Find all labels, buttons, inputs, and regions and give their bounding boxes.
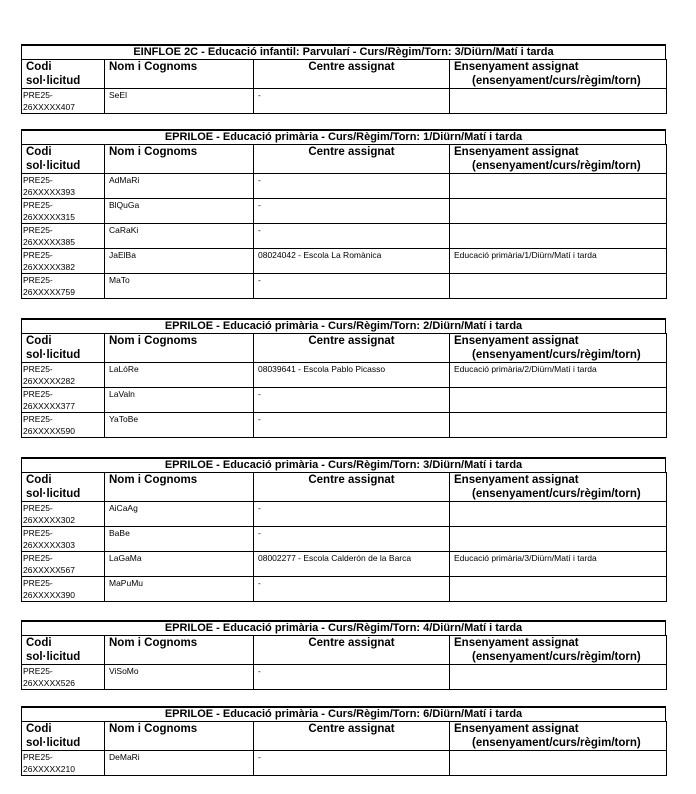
col-header-ensenyament (450, 722, 667, 751)
cell-nom: ViSoMo (105, 665, 254, 690)
col-header-ens-line1: Ensenyament assignat (454, 637, 579, 649)
col-header-ens-line2: (ensenyament/curs/règim/torn) (472, 349, 641, 361)
cell-codi: PRE25- 26XXXXX567 (22, 552, 105, 577)
col-header-centre: Centre assignat (254, 145, 450, 174)
cell-ensenyament: Educació primària/2/Diürn/Matí i tarda (450, 363, 667, 388)
cell-centre: - (254, 577, 450, 602)
assignment-group (21, 318, 666, 438)
cell-nom: SeEl (105, 89, 254, 114)
cell-nom: AiCaAg (105, 502, 254, 527)
cell-ensenyament (450, 502, 667, 527)
col-header-ens-line1: Ensenyament assignat (454, 61, 579, 73)
cell-codi: PRE25- 26XXXXX407 (22, 89, 105, 114)
group-title: EINFLOE 2C - Educació infantil: Parvularí - Curs/Règim/Torn: 3/Diürn/Matí i tarda (21, 44, 666, 59)
assignment-group (21, 620, 666, 690)
cell-nom: MaPuMu (105, 577, 254, 602)
cell-codi: PRE25- 26XXXXX393 (22, 174, 105, 199)
col-header-ens-line1: Ensenyament assignat (454, 335, 579, 347)
cell-ensenyament (450, 199, 667, 224)
table-row (22, 552, 667, 577)
header-row (22, 145, 667, 174)
cell-codi: PRE25- 26XXXXX302 (22, 502, 105, 527)
cell-codi: PRE25- 26XXXXX282 (22, 363, 105, 388)
cell-ensenyament (450, 274, 667, 299)
cell-centre: - (254, 89, 450, 114)
col-header-nom: Nom i Cognoms (105, 473, 254, 502)
group-title: EPRILOE - Educació primària - Curs/Règim/Torn: 1/Diürn/Matí i tarda (21, 129, 666, 144)
col-header-centre: Centre assignat (254, 334, 450, 363)
cell-ensenyament (450, 89, 667, 114)
col-header-codi: Codi sol·licitud (22, 334, 105, 363)
table-row (22, 363, 667, 388)
col-header-codi: Codi sol·licitud (22, 722, 105, 751)
cell-codi: PRE25- 26XXXXX590 (22, 413, 105, 438)
cell-centre: 08039641 - Escola Pablo Picasso (254, 363, 450, 388)
group-title: EPRILOE - Educació primària - Curs/Règim/Torn: 6/Diürn/Matí i tarda (21, 706, 666, 721)
col-header-ensenyament (450, 334, 667, 363)
table-row (22, 413, 667, 438)
col-header-ens-line2: (ensenyament/curs/règim/torn) (472, 488, 641, 500)
cell-codi: PRE25- 26XXXXX303 (22, 527, 105, 552)
cell-centre: - (254, 665, 450, 690)
cell-ensenyament: Educació primària/3/Diürn/Matí i tarda (450, 552, 667, 577)
table-row (22, 577, 667, 602)
col-header-ens-line1: Ensenyament assignat (454, 146, 579, 158)
header-row (22, 473, 667, 502)
col-header-ens-line2: (ensenyament/curs/règim/torn) (472, 75, 641, 87)
col-header-nom: Nom i Cognoms (105, 722, 254, 751)
cell-centre: - (254, 174, 450, 199)
table-row (22, 89, 667, 114)
cell-centre: - (254, 224, 450, 249)
col-header-codi: Codi sol·licitud (22, 145, 105, 174)
col-header-nom: Nom i Cognoms (105, 334, 254, 363)
header-row (22, 60, 667, 89)
table-row (22, 502, 667, 527)
cell-codi: PRE25- 26XXXXX377 (22, 388, 105, 413)
assignment-table (21, 333, 667, 438)
table-row (22, 249, 667, 274)
table-row (22, 665, 667, 690)
cell-nom: LaValn (105, 388, 254, 413)
col-header-nom: Nom i Cognoms (105, 145, 254, 174)
group-title: EPRILOE - Educació primària - Curs/Règim/Torn: 3/Diürn/Matí i tarda (21, 457, 666, 472)
cell-codi: PRE25- 26XXXXX385 (22, 224, 105, 249)
cell-centre: 08002277 - Escola Calderón de la Barca (254, 552, 450, 577)
col-header-centre: Centre assignat (254, 473, 450, 502)
cell-nom: JaElBa (105, 249, 254, 274)
assignment-table (21, 635, 667, 690)
col-header-ens-line1: Ensenyament assignat (454, 723, 579, 735)
cell-ensenyament (450, 577, 667, 602)
header-row (22, 636, 667, 665)
assignment-table (21, 144, 667, 299)
col-header-codi: Codi sol·licitud (22, 473, 105, 502)
group-title: EPRILOE - Educació primària - Curs/Règim/Torn: 2/Diürn/Matí i tarda (21, 318, 666, 333)
col-header-ensenyament (450, 60, 667, 89)
col-header-ens-line2: (ensenyament/curs/règim/torn) (472, 651, 641, 663)
table-row (22, 199, 667, 224)
cell-ensenyament (450, 388, 667, 413)
cell-centre: - (254, 413, 450, 438)
cell-nom: LaLóRe (105, 363, 254, 388)
col-header-ensenyament (450, 145, 667, 174)
cell-centre: - (254, 199, 450, 224)
table-row (22, 224, 667, 249)
cell-nom: AdMaRi (105, 174, 254, 199)
col-header-centre: Centre assignat (254, 636, 450, 665)
cell-codi: PRE25- 26XXXXX526 (22, 665, 105, 690)
cell-centre: - (254, 274, 450, 299)
header-row (22, 334, 667, 363)
cell-nom: YaToBe (105, 413, 254, 438)
cell-centre: - (254, 751, 450, 776)
col-header-nom: Nom i Cognoms (105, 60, 254, 89)
cell-codi: PRE25- 26XXXXX382 (22, 249, 105, 274)
cell-ensenyament (450, 527, 667, 552)
col-header-ens-line1: Ensenyament assignat (454, 474, 579, 486)
cell-nom: CaRaKi (105, 224, 254, 249)
table-row (22, 751, 667, 776)
col-header-ens-line2: (ensenyament/curs/règim/torn) (472, 737, 641, 749)
cell-nom: MaTo (105, 274, 254, 299)
cell-centre: - (254, 502, 450, 527)
assignment-table (21, 59, 667, 114)
cell-ensenyament (450, 174, 667, 199)
table-row (22, 527, 667, 552)
table-row (22, 274, 667, 299)
col-header-ensenyament (450, 636, 667, 665)
cell-ensenyament (450, 751, 667, 776)
cell-centre: 08024042 - Escola La Romànica (254, 249, 450, 274)
col-header-codi: Codi sol·licitud (22, 636, 105, 665)
cell-nom: BlQuGa (105, 199, 254, 224)
cell-ensenyament (450, 665, 667, 690)
cell-codi: PRE25- 26XXXXX759 (22, 274, 105, 299)
table-row (22, 388, 667, 413)
col-header-centre: Centre assignat (254, 60, 450, 89)
assignment-table (21, 472, 667, 602)
cell-ensenyament (450, 413, 667, 438)
col-header-codi: Codi sol·licitud (22, 60, 105, 89)
assignment-group (21, 706, 666, 776)
header-row (22, 722, 667, 751)
assignment-group (21, 44, 666, 114)
assignment-group (21, 457, 666, 602)
cell-codi: PRE25- 26XXXXX210 (22, 751, 105, 776)
col-header-ens-line2: (ensenyament/curs/règim/torn) (472, 160, 641, 172)
cell-centre: - (254, 388, 450, 413)
col-header-nom: Nom i Cognoms (105, 636, 254, 665)
cell-centre: - (254, 527, 450, 552)
cell-codi: PRE25- 26XXXXX315 (22, 199, 105, 224)
group-title: EPRILOE - Educació primària - Curs/Règim/Torn: 4/Diürn/Matí i tarda (21, 620, 666, 635)
cell-nom: DeMaRi (105, 751, 254, 776)
cell-ensenyament (450, 224, 667, 249)
cell-ensenyament: Educació primària/1/Diürn/Matí i tarda (450, 249, 667, 274)
cell-nom: LaGaMa (105, 552, 254, 577)
assignment-group (21, 129, 666, 299)
cell-nom: BaBe (105, 527, 254, 552)
col-header-centre: Centre assignat (254, 722, 450, 751)
cell-codi: PRE25- 26XXXXX390 (22, 577, 105, 602)
col-header-ensenyament (450, 473, 667, 502)
table-row (22, 174, 667, 199)
assignment-table (21, 721, 667, 776)
